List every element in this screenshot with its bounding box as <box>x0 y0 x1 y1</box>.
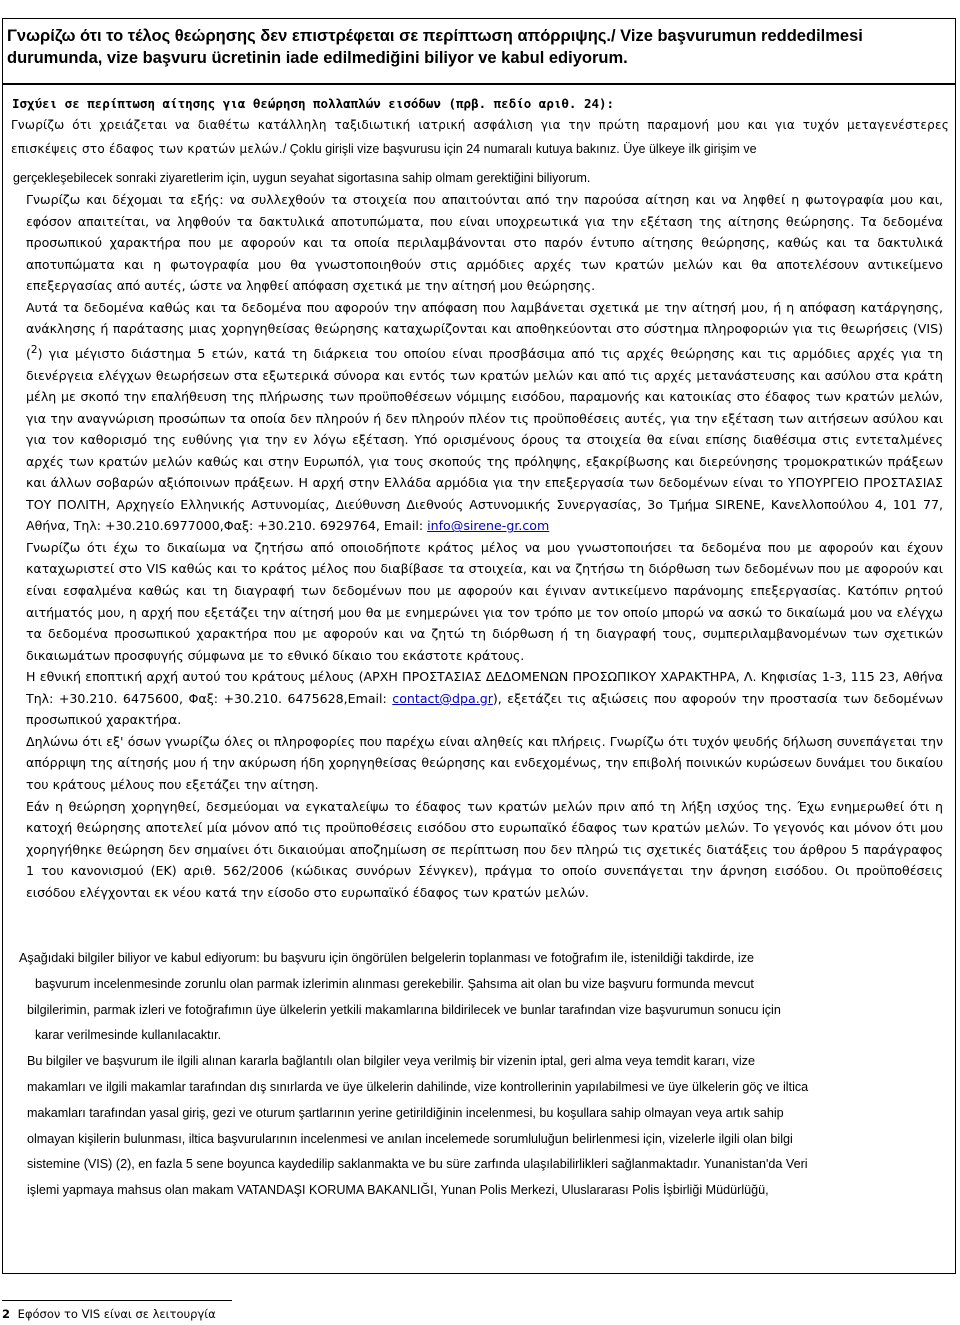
footnote-divider <box>2 1300 232 1301</box>
declaration-main-box <box>2 84 956 1274</box>
sirene-email-link[interactable]: info@sirene-gr.com <box>427 518 550 534</box>
footnote-text: Εφόσον το VIS είναι σε λειτουργία <box>17 1307 216 1321</box>
turkish-line: olmayan kişilerin bulunması, iltica başvurularının incelenmesi ve anılan incelemede sorumluluğun belirlenmesi için, vizelerle ilgili olan bilgi <box>27 1131 793 1146</box>
footnote-number: 2 <box>2 1307 11 1321</box>
travel-insurance-statement <box>11 113 949 161</box>
turkish-line: makamları tarafından yasal giriş, gezi ve oturum şartlarının yerine getirildiğinin incelenmesi, bu koşullara sahip olmayan veya artık sahip <box>27 1105 784 1120</box>
turkish-line: başvurum incelenmesinde zorunlu olan parmak izlerimin alınması gerekebilir. Şahsıma ait olan bu vize başvuru formunda mevcut <box>35 976 754 991</box>
turkish-line: bilgilerimin, parmak izleri ve fotoğrafımın üye ülkelerin yetkili makamlarına bildirilecek ve bunlar tarafından vize başvurumun sonucu için <box>27 1002 781 1017</box>
supervisory-text-b: ), εξετάζει τις αξιώσεις που αφορούν την προστασία των δεδομένων προσωπικού χαρακτήρα. <box>26 690 943 728</box>
greek-declaration-body <box>26 189 943 903</box>
visa-exit-paragraph: Εάν η θεώρηση χορηγηθεί, δεσμεύομαι να εγκαταλείψω το έδαφος των κρατών μελών πριν από τη λήξη ισχύος της. Έχω ενημερωθεί ότι η κατοχή θεώρησης αποτελεί μία μόνον από τις προϋποθέσεις εισόδου στο ευρωπαϊκό έδαφος των κρατών μελών. Το γεγονός και μόνον ότι μου χορηγήθηκε θεώρηση δεν σημαίνει ότι δικαιούμαι αποζημίωση σε περίπτωση που δεν πληρώ τις σχετικές διατάξεις του άρθρου 5 παράγραφος 1 του κανονισμού (ΕΚ) αριθ. 562/2006 (κώδικας συνόρων Σένγκεν), πράγμα το οποίο συνεπάγεται την άρνηση εισόδου. Οι προϋποθέσεις εισόδου ελέγχονται εκ νέου κατά την είσοδο στο ευρωπαϊκό έδαφος των κρατών μελών. <box>26 798 943 900</box>
insurance-greek-text: Γνωρίζω ότι χρειάζεται να διαθέτω κατάλληλη ταξιδιωτική ιατρική ασφάλιση για την πρώτη παραμονή μου και για τυχόν μεταγενέστερες επισκέψεις στο έδαφος των κρατών μελών. <box>11 118 949 156</box>
turkish-line: Bu bilgiler ve başvurum ile ilgili alınan kararla bağlantılı olan bilgiler veya verilmiş bir vizenin iptal, geri alma veya temdit kararı, vize <box>27 1054 755 1069</box>
data-rights-paragraph: Γνωρίζω ότι έχω το δικαίωμα να ζητήσω από οποιοδήποτε κράτος μέλος να μου γνωστοποιήσει τα δεδομένα που με αφορούν και έχουν καταχωριστεί στο VIS καθώς και το κράτος μέλος που διαβίβασε τα στοιχεία, και να ζητήσω τη διόρθωση των δεδομένων που με αφορούν και είναι εσφαλμένα καθώς και τη διαγραφή των δεδομένων που με αφορούν και έγιναν αντικείμενο παράνομης επεξεργασίας. Κατόπιν ρητού αιτήματός μου, η αρχή που εξετάζει την αίτησή μου θα με ενημερώνει για τον τρόπο με τον οποίο μπορώ να ασκώ το δικαίωμά μου να ελέγχω τα δεδομένα προσωπικού χαρακτήρα που με αφορούν και να ζητώ τη διόρθωση ή τη διαγραφή τους, συμπεριλαμβανομένων των σχετικών δικαιωμάτων προσφυγής σύμφωνα με το εθνικό δίκαιο του εκάστοτε κράτους. <box>26 539 943 663</box>
vis-storage-paragraph <box>26 297 943 537</box>
insurance-turkish-text: / Çoklu girişli vize başvurusu için 24 numaralı kutuya bakınız. Üye ülkeye ilk girişim ve <box>282 142 757 156</box>
turkish-declaration-body <box>9 946 945 1204</box>
declaration-fee-box <box>2 18 956 84</box>
fee-non-refundable-notice: Γνωρίζω ότι το τέλος θεώρησης δεν επιστρέφεται σε περίπτωση απόρριψης./ Vize başvurumun reddedilmesi durumunda, vize başvuru ücretinin iade edilmediğini biliyor ve kabul ediyorum. <box>7 27 863 67</box>
dpa-email-link[interactable]: contact@dpa.gr <box>392 690 493 706</box>
turkish-line: karar verilmesinde kullanılacaktır. <box>35 1028 222 1043</box>
data-collection-paragraph: Γνωρίζω και δέχομαι τα εξής: να συλλεχθούν τα στοιχεία που απαιτούνται από την παρούσα αίτηση και να ληφθεί η φωτογραφία μου και, εφόσον απαιτείται, να ληφθούν τα δακτυλικά αποτυπώματα, που είναι υποχρεωτικά για την εξέταση της αίτησης θεώρησης. Τα δεδομένα προσωπικού χαρακτήρα που με αφορούν και τα οποία περιλαμβάνονται στο παρόν έντυπο αίτησης θεώρησης, καθώς και τα δακτυλικά αποτυπώματα και η φωτογραφία μου θα γνωστοποιηθούν στις αρμόδιες αρχές των κρατών μελών και θα αποτελέσουν αντικείμενο επεξεργασίας από αυτές, ώστε να ληφθεί απόφαση σχετικά με την αίτησή μου θεώρησης. <box>26 192 943 294</box>
truthfulness-paragraph: Δηλώνω ότι εξ' όσων γνωρίζω όλες οι πληροφορίες που παρέχω είναι αληθείς και πλήρεις. Γνωρίζω ότι τυχόν ψευδής δήλωση συνεπάγεται την απόρριψη της αίτησής μου ή την ακύρωση ήδη χορηγηθείσας θεώρησης και ενδεχομένως, την επιβολή ποινικών κυρώσεων δυνάμει του δικαίου του κράτους μέλους που εξετάζει την αίτηση. <box>26 733 943 792</box>
footnote <box>2 1307 216 1321</box>
turkish-line: sistemine (VIS) (2), en fazla 5 sene boyunca kaydedilip saklanmakta ve bu süre zarfında ulaşılabilirlikleri sağlanmaktadır. Yunanistan'da Veri <box>27 1157 808 1172</box>
footnote-ref: 2 <box>30 343 38 356</box>
turkish-line: Aşağıdaki bilgiler biliyor ve kabul ediyorum: bu başvuru için öngörülen belgelerin toplanması ve fotoğrafım ile, istenildiği takdirde, ize <box>19 951 755 965</box>
supervisory-text-a: Η εθνική εποπτική αρχή αυτού του κράτους μέλους (ΑΡΧΗ ΠΡΟΣΤΑΣΙΑΣ ΔΕΔΟΜΕΝΩΝ ΠΡΟΣΩΠΙΚΟΥ ΧΑΡΑΚΤΗΡΑ, Λ. Κηφισίας 1-3, 115 23, Αθήνα Τηλ: +30.210. 6475600, Φαξ: +30.210. 6475628,Email: <box>26 669 943 706</box>
turkish-line: makamları ve ilgili makamlar tarafından dış sınırlarda ve üye ülkelerin dahilinde, vize kontrollerinin yapılabilmesi ve üye ülkelerin göç ve iltica <box>27 1079 809 1094</box>
vis-storage-text-b: ) για μέγιστο διάστημα 5 ετών, κατά τη διάρκεια του οποίου είναι προσβάσιμα από τις αρχές θεώρησης και τις αρμόδιες αρχές για τη διενέργεια ελέγχων θεωρήσεων στα εξωτερικά σύνορα και εντός των κρατών μελών και από τις αρχές μετανάστευσης και ασύλου στα κράτη μέλη με σκοπό την επαλήθευση της πλήρωσης των προϋποθέσεων νόμιμης εισόδου, παραμονής και κατοικίας στο έδαφος των κρατών μελών, για την αναγνώριση προσώπων τα οποία δεν πληρούν ή δεν πληρούν πλέον τις προϋποθέσεις αυτές, για την εξέταση των αιτήσεων ασύλου και για τον καθορισμό της ευθύνης για την εν λόγω εξέταση. Υπό ορισμένους όρους τα στοιχεία θα είναι επίσης διαθέσιμα στις εντεταλμένες αρχές των κρατών μελών καθώς και στην Ευρωπόλ, για τους σκοπούς της πρόληψης, εξακρίβωσης και διερεύνησης τρομοκρατικών πράξεων και άλλων σοβαρών αξιόποινων πράξεων. Η αρχή στην Ελλάδα αρμόδια για την επεξεργασία των δεδομένων είναι το ΥΠΟΥΡΓΕΙΟ ΠΡΟΣΤΑΣΙΑΣ ΤΟΥ ΠΟΛΙΤΗ, Αρχηγείο Ελληνικής Αστυνομίας, Διεύθυνση Διεθνούς Αστυνομικής Συνεργασίας, 3ο Τμήμα SIRENE, Κανελλοπούλου 4, 101 77, Αθήνα, Τηλ: +30.210.6977000,Φαξ: +30.210. 6929764, Email: <box>26 346 943 534</box>
multiple-entry-heading: Ισχύει σε περίπτωση αίτησης για θεώρηση πολλαπλών εισόδων (πρβ. πεδίο αριθ. 24): <box>12 96 615 111</box>
supervisory-authority-paragraph <box>26 666 943 731</box>
vis-storage-text-a: Αυτά τα δεδομένα καθώς και τα δεδομένα που αφορούν την απόφαση που λαμβάνεται σχετικά με την αίτησή μου, ή η απόφαση κατάργησης, ανάκλησης ή παράτασης μιας χορηγηθείσας θεώρησης καταχωρίζονται και αποθηκεύονται στο σύστημα πληροφοριών για τις θεωρήσεις (VIS) ( <box>26 299 943 362</box>
insurance-turkish-continuation: gerçekleşebilecek sonraki ziyaretlerim için, uygun seyahat sigortasına sahip olmam gerektiğini biliyorum. <box>13 171 591 185</box>
turkish-line: işlemi yapmaya mahsus olan makam VATANDAŞI KORUMA BAKANLIĞI, Yunan Polis Merkezi, Uluslararası Polis İşbirliği Müdürlüğü, <box>27 1183 769 1198</box>
